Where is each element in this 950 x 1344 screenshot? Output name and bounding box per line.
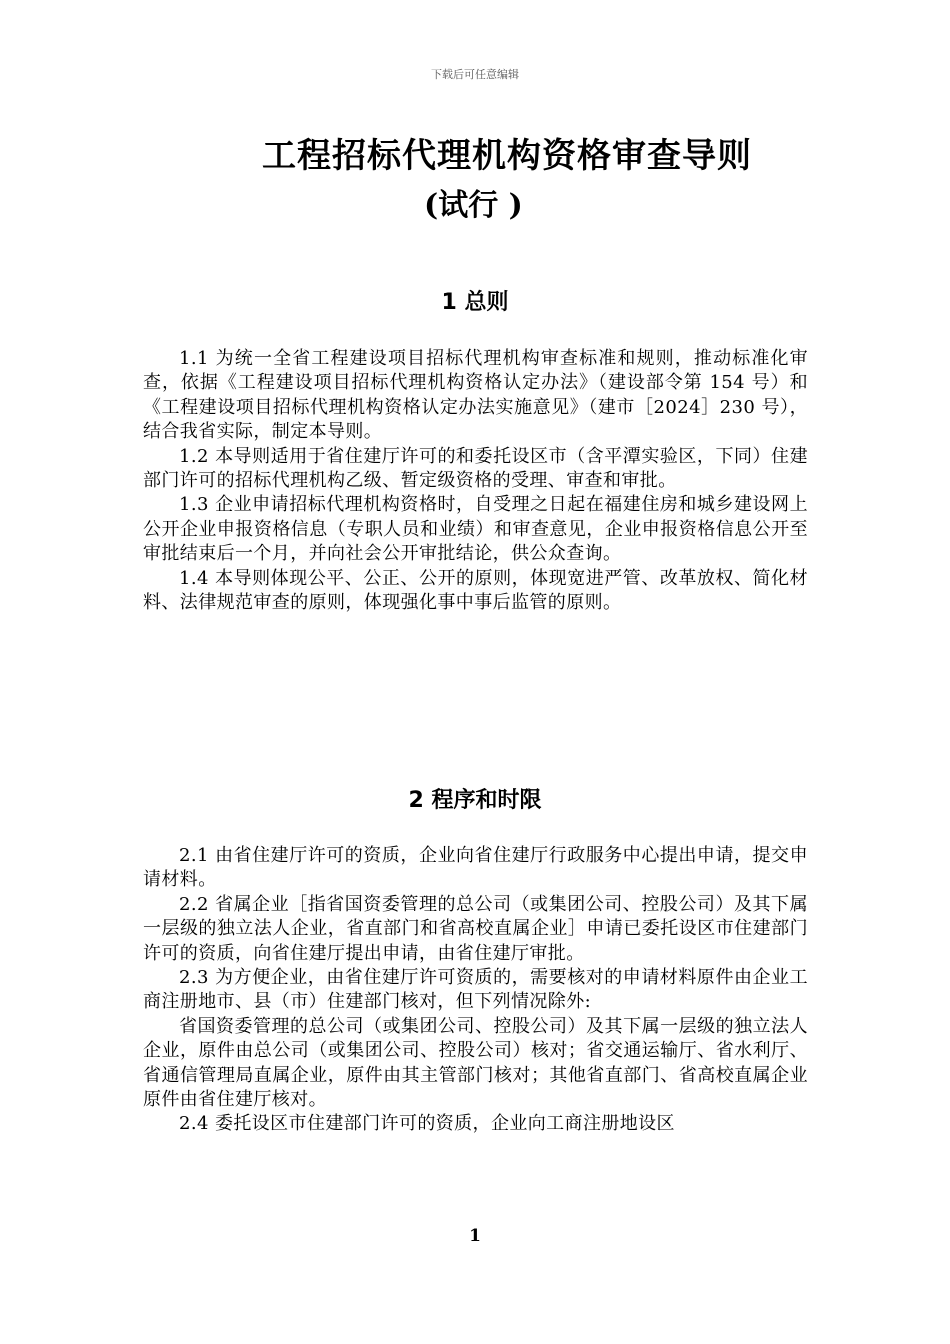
section-heading-procedure: 2 程序和时限 [408, 788, 542, 813]
page-number: 1 [469, 1226, 481, 1246]
paragraph: 1.1 为统一全省工程建设项目招标代理机构审查标准和规则，推动标准化审查，依据《工程建设项目招标代理机构资格认定办法》（建设部令第 154 号）和《工程建设项目招标代理机构资格认定办法实施意见》（建市［2024］230 号），结合我省实际，制定本导则。 [143, 348, 808, 443]
paragraph: 2.3 为方便企业，由省住建厅许可资质的，需要核对的申请材料原件由企业工商注册地市、县（市）住建部门核对，但下列情况除外: [143, 967, 808, 1013]
document-subtitle: (试行 ) [424, 188, 523, 223]
paragraph: 2.2 省属企业［指省国资委管理的总公司（或集团公司、控股公司）及其下属一层级的独立法人企业，省直部门和省高校直属企业］申请已委托设区市住建部门许可的资质，向省住建厅提出申请，由省住建厅审批。 [143, 893, 808, 964]
paragraph: 2.1 由省住建厅许可的资质，企业向省住建厅行政服务中心提出申请，提交申请材料。 [143, 845, 808, 891]
header-note: 下载后可任意编辑 [431, 68, 519, 81]
paragraph: 省国资委管理的总公司（或集团公司、控股公司）及其下属一层级的独立法人企业，原件由总公司（或集团公司、控股公司）核对；省交通运输厅、省水利厅、省通信管理局直属企业，原件由其主管部门核对；其他省直部门、省高校直属企业原件由省住建厅核对。 [143, 1015, 808, 1111]
section-body-procedure [143, 844, 808, 1137]
section-body-general [143, 347, 808, 615]
paragraph: 1.4 本导则体现公平、公正、公开的原则，体现宽进严管、改革放权、简化材料、法律规范审查的原则，体现强化事中事后监管的原则。 [143, 567, 808, 614]
paragraph: 1.3 企业申请招标代理机构资格时，自受理之日起在福建住房和城乡建设网上公开企业申报资格信息（专职人员和业绩）和审查意见，企业申报资格信息公开至审批结束后一个月，并向社会公开审批结论，供公众查询。 [143, 494, 808, 565]
document-title: 工程招标代理机构资格审查导则 [262, 136, 752, 176]
paragraph: 1.2 本导则适用于省住建厅许可的和委托设区市（含平潭实验区，下同）住建部门许可的招标代理机构乙级、暂定级资格的受理、审查和审批。 [143, 445, 808, 492]
section-heading-general: 1 总则 [441, 290, 509, 315]
paragraph: 2.4 委托设区市住建部门许可的资质，企业向工商注册地设区 [179, 1113, 675, 1135]
